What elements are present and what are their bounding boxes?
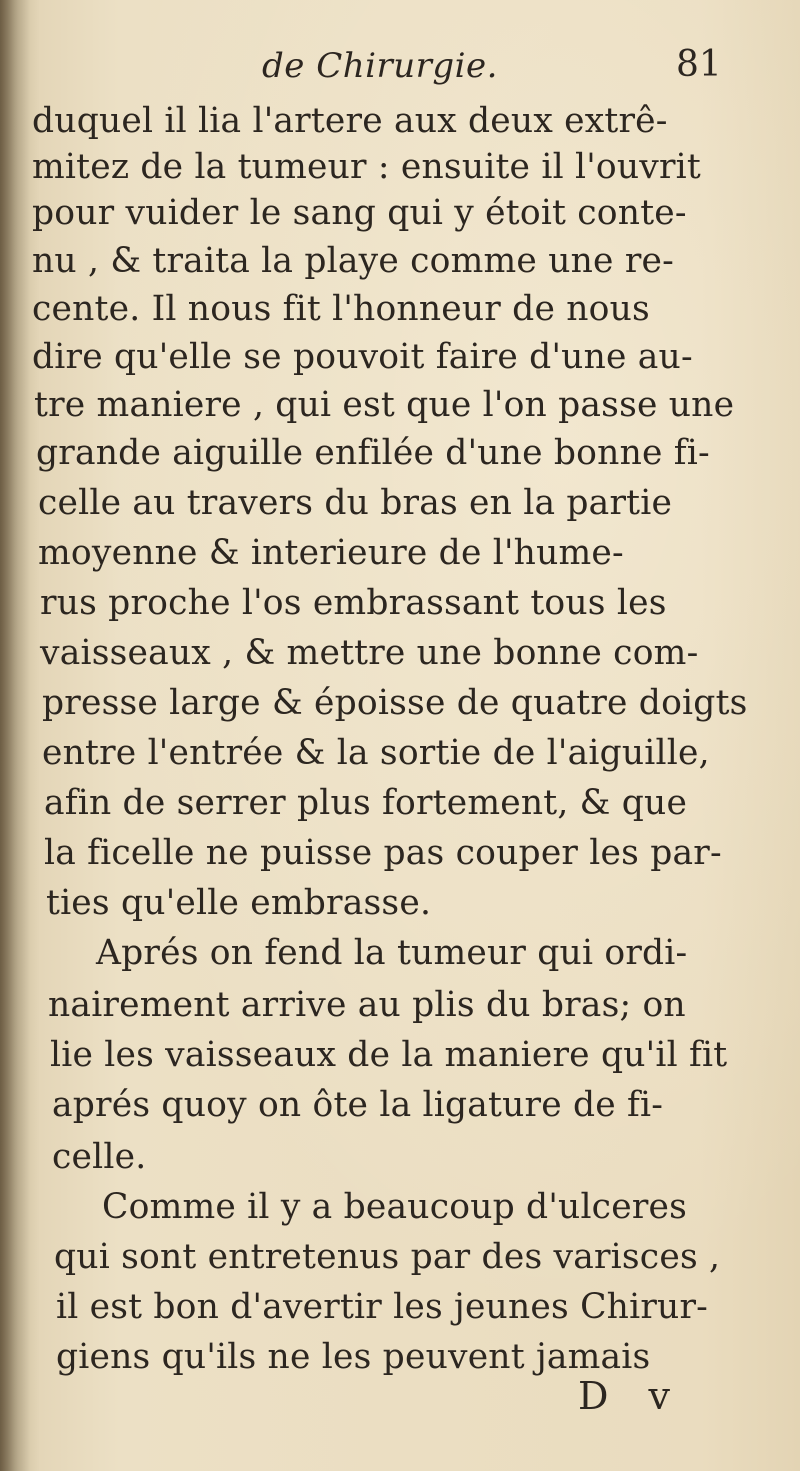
text-line: cente. Il nous fit l'honneur de nous	[32, 289, 650, 329]
text-line: nairement arrive au plis du bras; on	[48, 985, 686, 1025]
signature-mark: D v	[578, 1374, 685, 1418]
text-line: la ficelle ne puisse pas couper les par-	[44, 833, 722, 873]
text-line: Aprés on fend la tumeur qui ordi-	[96, 933, 688, 973]
text-line: mitez de la tumeur : ensuite il l'ouvrit	[32, 147, 701, 187]
gutter-shadow	[0, 0, 30, 1471]
text-line: grande aiguille enfilée d'une bonne fi-	[36, 433, 710, 473]
text-line: moyenne & interieure de l'hume-	[38, 533, 624, 573]
text-line: ties qu'elle embrasse.	[46, 883, 432, 923]
text-line: pour vuider le sang qui y étoit conte-	[32, 193, 687, 233]
text-line: aprés quoy on ôte la ligature de fi-	[52, 1085, 664, 1125]
running-head	[0, 40, 800, 100]
text-line: dire qu'elle se pouvoit faire d'une au-	[32, 337, 693, 377]
text-line: afin de serrer plus fortement, & que	[44, 783, 688, 823]
text-line: nu , & traita la playe comme une re-	[32, 241, 674, 281]
text-line: tre maniere , qui est que l'on passe une	[34, 385, 735, 425]
text-line: entre l'entrée & la sortie de l'aiguille,	[42, 733, 710, 773]
text-line: vaisseaux , & mettre une bonne com-	[40, 633, 699, 673]
running-head-title: de Chirurgie.	[262, 46, 498, 86]
text-line: giens qu'ils ne les peuvent jamais	[56, 1337, 651, 1377]
text-line: celle.	[52, 1137, 147, 1177]
page-number: 81	[676, 44, 722, 85]
text-line: lie les vaisseaux de la maniere qu'il fit	[50, 1035, 728, 1075]
text-line: il est bon d'avertir les jeunes Chirur-	[56, 1287, 708, 1327]
text-line: Comme il y a beaucoup d'ulceres	[102, 1187, 688, 1227]
text-line: rus proche l'os embrassant tous les	[40, 583, 667, 623]
text-line: qui sont entretenus par des varisces ,	[54, 1237, 721, 1277]
text-line: presse large & époisse de quatre doigts	[42, 683, 748, 723]
text-line: duquel il lia l'artere aux deux extrê-	[32, 101, 668, 141]
text-line: celle au travers du bras en la partie	[38, 483, 673, 523]
